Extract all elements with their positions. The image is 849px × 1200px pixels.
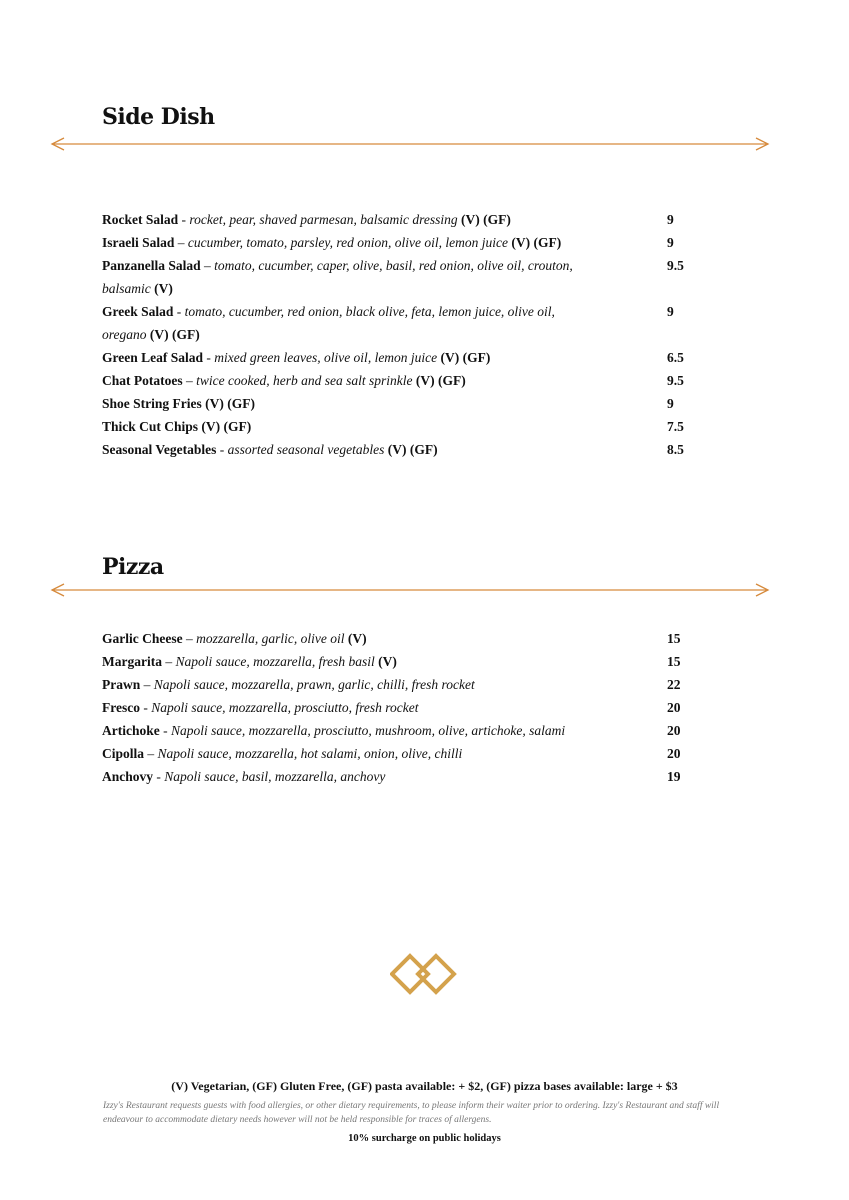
menu-item-price: 9.5 — [667, 258, 684, 273]
menu-item-name: Thick Cut Chips — [102, 419, 199, 434]
menu-item-name: Rocket Salad — [102, 212, 179, 227]
menu-item — [102, 208, 702, 231]
menu-item-separator: - — [173, 304, 185, 319]
menu-item-description: rocket, pear, shaved parmesan, balsamic dressing — [189, 212, 458, 227]
side-dish-list — [102, 208, 702, 461]
menu-item — [102, 369, 702, 392]
menu-item-text — [102, 300, 602, 346]
menu-item-separator: - — [139, 700, 152, 715]
section-divider-arrow — [50, 583, 770, 597]
menu-item-separator: - — [153, 769, 165, 784]
menu-item-separator: - — [203, 350, 215, 365]
menu-item-separator: – — [182, 631, 197, 646]
menu-item-name: Garlic Cheese — [102, 631, 183, 646]
menu-item-text — [102, 369, 602, 392]
menu-item-dietary-tags: (V) — [150, 281, 173, 296]
menu-item-text — [102, 719, 602, 742]
menu-item-description: Napoli sauce, mozzarella, fresh basil — [175, 654, 375, 669]
menu-item-price: 8.5 — [667, 442, 684, 457]
menu-item-dietary-tags: (V) (GF) — [201, 396, 255, 411]
menu-item — [102, 627, 702, 650]
menu-item-price: 20 — [667, 700, 681, 715]
menu-item-text — [102, 415, 602, 438]
section-title-side-dish: Side Dish — [102, 104, 215, 130]
menu-item-name: Anchovy — [102, 769, 154, 784]
menu-item-text — [102, 696, 602, 719]
menu-item-name: Fresco — [102, 700, 140, 715]
menu-item-description: cucumber, tomato, parsley, red onion, olive oil, lemon juice — [187, 235, 508, 250]
menu-item-name: Greek Salad — [102, 304, 174, 319]
menu-item-description: Napoli sauce, mozzarella, prosciutto, fresh rocket — [151, 700, 419, 715]
menu-item-dietary-tags: (V) (GF) — [146, 327, 200, 342]
menu-item-description: mixed green leaves, olive oil, lemon juice — [214, 350, 438, 365]
menu-item-name: Panzanella Salad — [102, 258, 201, 273]
menu-item — [102, 346, 702, 369]
menu-item-dietary-tags: (V) (GF) — [198, 419, 252, 434]
menu-item-price: 22 — [667, 677, 681, 692]
menu-item-name: Chat Potatoes — [102, 373, 183, 388]
menu-item — [102, 300, 702, 346]
menu-item-description: Napoli sauce, mozzarella, prawn, garlic, chilli, fresh rocket — [153, 677, 475, 692]
menu-item-name: Cipolla — [102, 746, 145, 761]
menu-item-name: Israeli Salad — [102, 235, 175, 250]
menu-item — [102, 742, 702, 765]
menu-item-text — [102, 208, 602, 231]
menu-item — [102, 392, 702, 415]
section-title-pizza: Pizza — [102, 554, 164, 580]
menu-item-separator: – — [200, 258, 215, 273]
menu-item-text — [102, 392, 602, 415]
menu-item-dietary-tags: (V) — [374, 654, 397, 669]
menu-item-separator: - — [178, 212, 190, 227]
menu-item-dietary-tags: (V) — [344, 631, 367, 646]
menu-item-separator: – — [144, 746, 158, 761]
menu-item-name: Prawn — [102, 677, 141, 692]
section-divider-arrow — [50, 137, 770, 151]
menu-item — [102, 650, 702, 673]
menu-item-description: assorted seasonal vegetables — [227, 442, 385, 457]
menu-item-description: tomato, cucumber, red onion, black olive, feta, lemon juice, olive oil, oregano — [102, 304, 555, 342]
menu-item-name: Green Leaf Salad — [102, 350, 203, 365]
menu-item — [102, 254, 702, 300]
menu-item-description: Napoli sauce, mozzarella, hot salami, onion, olive, chilli — [157, 746, 463, 761]
menu-item-dietary-tags: (V) (GF) — [412, 373, 466, 388]
menu-item-text — [102, 231, 602, 254]
menu-item-text — [102, 650, 602, 673]
menu-item-name: Artichoke — [102, 723, 160, 738]
menu-item-price: 9.5 — [667, 373, 684, 388]
menu-item-text — [102, 765, 602, 788]
menu-item-price: 19 — [667, 769, 681, 784]
menu-item-price: 7.5 — [667, 419, 684, 434]
menu-item-price: 9 — [667, 396, 674, 411]
menu-item — [102, 673, 702, 696]
menu-item-price: 20 — [667, 723, 681, 738]
menu-item — [102, 231, 702, 254]
menu-item-dietary-tags: (V) (GF) — [507, 235, 562, 250]
menu-item-description: Napoli sauce, basil, mozzarella, anchovy — [164, 769, 386, 784]
menu-item-separator: - — [216, 442, 228, 457]
pizza-list — [102, 627, 702, 788]
holiday-surcharge-note: 10% surcharge on public holidays — [348, 1133, 501, 1144]
menu-item-price: 15 — [667, 631, 681, 646]
menu-item-text — [102, 742, 602, 765]
menu-item-text — [102, 673, 602, 696]
menu-item-separator: – — [182, 373, 197, 388]
menu-item — [102, 696, 702, 719]
menu-item-name: Shoe String Fries — [102, 396, 202, 411]
menu-item-price: 20 — [667, 746, 681, 761]
menu-item-separator: – — [174, 235, 188, 250]
menu-item-text — [102, 254, 602, 300]
menu-item-price: 15 — [667, 654, 681, 669]
menu-item-price: 6.5 — [667, 350, 684, 365]
menu-item-separator: – — [161, 654, 176, 669]
menu-item-text — [102, 346, 602, 369]
menu-item-name: Seasonal Vegetables — [102, 442, 217, 457]
menu-item-dietary-tags: (V) (GF) — [384, 442, 438, 457]
menu-item-text — [102, 627, 602, 650]
menu-item-separator: - — [159, 723, 171, 738]
menu-item-separator: – — [140, 677, 154, 692]
menu-item — [102, 765, 702, 788]
menu-item — [102, 438, 702, 461]
menu-item-description: tomato, cucumber, caper, olive, basil, red onion, olive oil, crouton, balsamic — [102, 258, 573, 296]
menu-item-dietary-tags: (V) (GF) — [437, 350, 491, 365]
menu-item-description: mozzarella, garlic, olive oil — [196, 631, 345, 646]
menu-item-price: 9 — [667, 212, 674, 227]
menu-item-price: 9 — [667, 304, 674, 319]
menu-item-dietary-tags: (V) (GF) — [457, 212, 511, 227]
menu-item — [102, 415, 702, 438]
menu-item — [102, 719, 702, 742]
menu-item-price: 9 — [667, 235, 674, 250]
menu-item-description: Napoli sauce, mozzarella, prosciutto, mushroom, olive, artichoke, salami — [171, 723, 566, 738]
menu-item-text — [102, 438, 602, 461]
allergy-notice: Izzy's Restaurant requests guests with food allergies, or other dietary requirements, to please inform their waiter prior to ordering. Izzy's Restaurant and staff will endeavour to accommodate dietary needs however will not be held responsible for traces of allergens. — [103, 1101, 720, 1125]
menu-item-name: Margarita — [102, 654, 162, 669]
dietary-legend: (V) Vegetarian, (GF) Gluten Free, (GF) pasta available: + $2, (GF) pizza bases available: large + $3 — [171, 1079, 678, 1093]
menu-item-description: twice cooked, herb and sea salt sprinkle — [196, 373, 413, 388]
restaurant-logo-icon — [390, 952, 460, 1000]
